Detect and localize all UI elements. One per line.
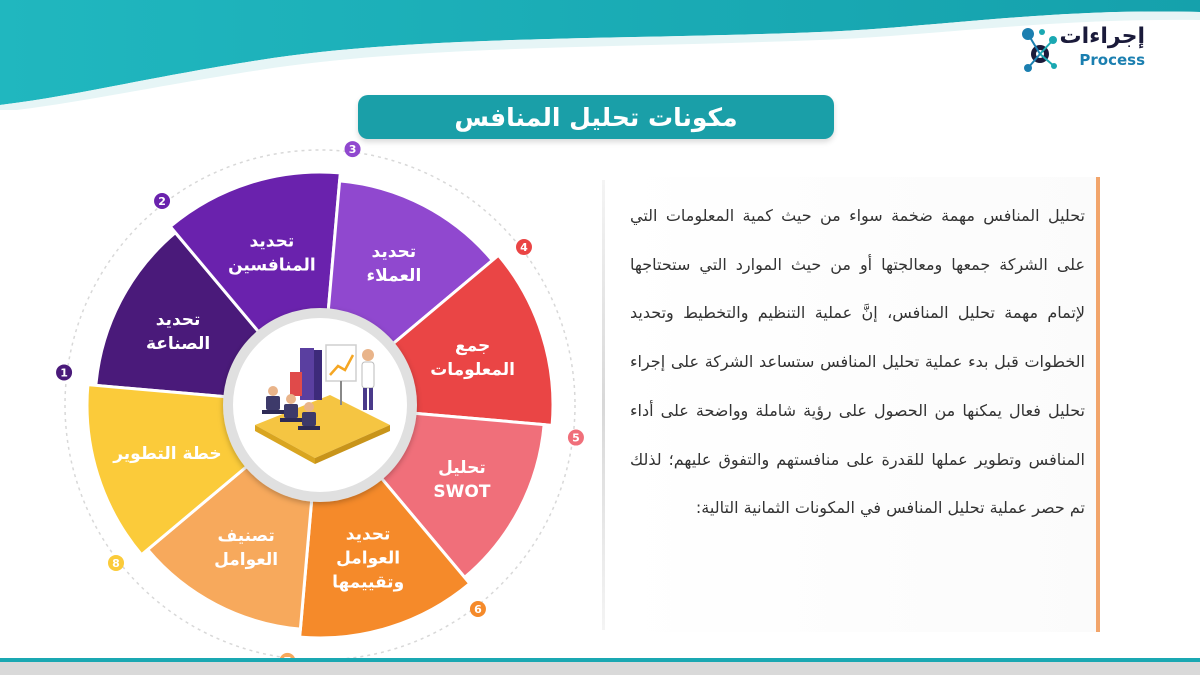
step-number-8: 8 — [112, 556, 120, 570]
segment-label-line: تحديد — [345, 524, 391, 545]
segment-label-line: تصنيف — [217, 525, 275, 546]
logo-arabic-text: إجراءات — [1059, 24, 1145, 49]
segment-label-line: تحديد — [371, 242, 417, 263]
page-title: مكونات تحليل المنافس — [454, 102, 738, 132]
segment-label-line: العملاء — [366, 266, 422, 287]
step-number-6: 6 — [474, 602, 482, 616]
segment-label-line: جمع — [454, 335, 491, 356]
segment-label-line: العوامل — [214, 549, 279, 570]
intro-paragraph: تحليل المنافس مهمة ضخمة سواء من حيث كمية المعلومات التي على الشركة جمعها ومعالجتها أو من حيث الموارد التي ستحتاجها لإتمام مهمة تحليل المنافس، إنَّ عملية التنظيم والتخطيط وتحديد الخطوات قبل بدء عملية تحليل المنافس ستساعد الشركة على إجراء تحليل فعال يمكنها من الحصول على رؤية شاملة وواضحة على أداء المنافس وتطوير عملها للقدرة على منافستهم والتفوق عليهم؛ لذلك تم حصر عملية تحليل المنافس في المكونات الثمانية التالية: — [630, 206, 1085, 518]
text-panel-accent-bar — [1096, 177, 1100, 632]
segment-label-line: المعلومات — [430, 359, 515, 380]
step-number-3: 3 — [348, 143, 357, 157]
segment-label-line: المنافسين — [228, 255, 316, 276]
step-number-1: 1 — [60, 366, 68, 380]
step-number-4: 4 — [520, 241, 528, 255]
logo-english-text: Process — [1079, 51, 1145, 69]
segment-label-8 — [112, 444, 221, 464]
segment-label-line: تحديد — [155, 310, 201, 331]
segment-label-line: الصناعة — [145, 334, 211, 355]
segment-label-line: خطة التطوير — [113, 444, 222, 465]
step-number-2: 2 — [158, 195, 166, 209]
segment-label-line: وتقييمها — [332, 572, 405, 593]
step-number-5: 5 — [572, 431, 580, 445]
vertical-divider — [602, 180, 605, 630]
footer-accent-line — [0, 658, 1200, 662]
segment-label-line: تحديد — [249, 231, 295, 252]
segment-label-line: تحليل — [438, 457, 486, 478]
segment-label-line: SWOT — [433, 481, 491, 502]
segment-label-line: العوامل — [336, 548, 401, 569]
